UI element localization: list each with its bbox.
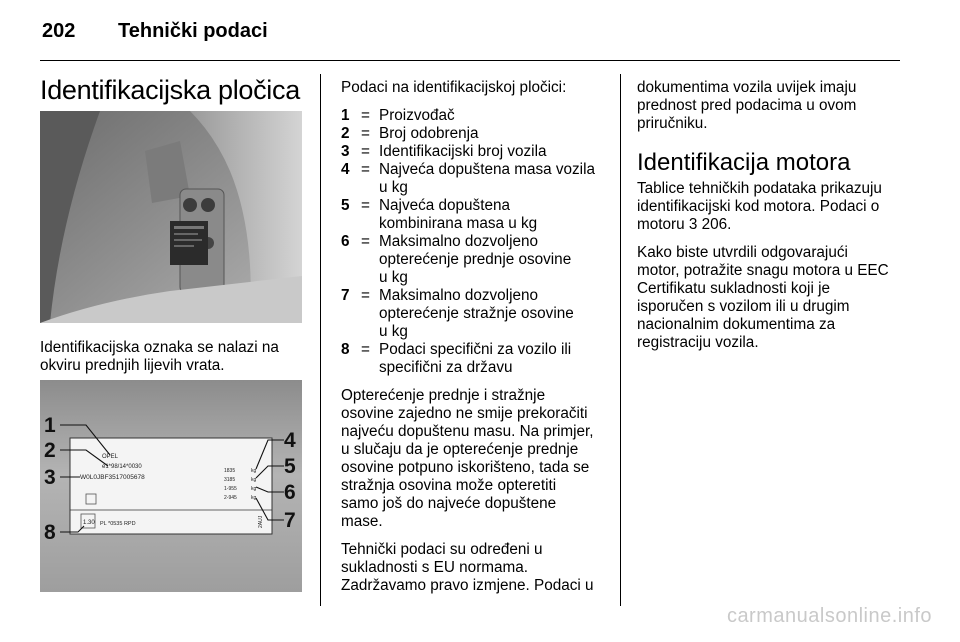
body-paragraph: Tehnički podaci su određeni u sukladnosti s EU normama. Zadržavamo pravo izmjene. Podaci u	[341, 541, 594, 594]
plate-mass-4: 2-945	[224, 495, 237, 501]
legend-item	[341, 233, 607, 287]
section-heading-plate: Identifikacijska pločica	[40, 75, 300, 105]
continued-paragraph: dokumentima vozila uvijek imaju prednost pred podacima u ovom priručniku.	[637, 79, 857, 132]
legend-item	[341, 107, 607, 125]
legend-item	[341, 161, 607, 197]
watermark: carmanualsonline.info	[726, 605, 932, 627]
plate-diagram	[40, 380, 302, 592]
column-divider-2	[620, 74, 621, 606]
page-reference-arrow-icon: 3	[688, 216, 698, 233]
callout-8: 8	[44, 521, 56, 544]
legend-intro: Podaci na identifikacijskoj pločici:	[341, 79, 567, 96]
legend-equals: =	[361, 197, 370, 214]
legend-number: 6	[341, 233, 350, 250]
engine-paragraph-1: Tablice tehničkih podataka prikazuju identifikacijski kod motora. Podaci o motoru 3 206.	[637, 180, 882, 233]
callout-4: 4	[284, 429, 296, 452]
legend-equals: =	[361, 107, 370, 124]
legend-equals: =	[361, 143, 370, 160]
legend-item	[341, 197, 607, 233]
legend-number: 8	[341, 341, 350, 358]
legend-list	[341, 107, 607, 377]
header-rule	[40, 60, 900, 61]
legend-text: Maksimalno dozvoljeno opterećenje stražnje osovine u kg	[379, 287, 574, 340]
engine-paragraph-2: Kako biste utvrdili odgovarajući motor, potražite snagu motora u EEC Certifikatu sukladnosti koji je isporučen s vozilom ili u drugim nacionalnim dokumentima za registraciju vozila.	[637, 244, 889, 351]
page-reference[interactable]: 206.	[701, 216, 732, 233]
callout-5: 5	[284, 455, 296, 478]
plate-side-text: 2AUJ	[258, 515, 264, 528]
section-heading-engine: Identifikacija motora	[637, 149, 851, 176]
plate-unit-1: kg	[251, 468, 257, 474]
legend-number: 2	[341, 125, 350, 142]
legend-equals: =	[361, 125, 370, 142]
callout-7: 7	[284, 509, 296, 532]
chapter-title: Tehnički podaci	[118, 20, 268, 42]
legend-text: Najveća dopuštena masa vozila u kg	[379, 161, 595, 196]
column-2	[341, 79, 607, 595]
plate-line-3: W0L0JBF3517005678	[80, 474, 145, 481]
body-paragraph: Opterećenje prednje i stražnje osovine zajedno ne smije prekoračiti najveću dopuštenu masu. Na primjer, u slučaju da je opterećenje prednje osovine potpuno iskorišteno, tada se stražnja osovina može opteretiti samo još do najveće dopuštene mase.	[341, 387, 594, 530]
legend-equals: =	[361, 161, 370, 178]
legend-item	[341, 143, 607, 161]
legend-item	[341, 125, 607, 143]
plate-unit-2: kg	[251, 477, 257, 483]
legend-text: Identifikacijski broj vozila	[379, 143, 547, 160]
legend-number: 5	[341, 197, 350, 214]
legend-text: Maksimalno dozvoljeno opterećenje prednje osovine u kg	[379, 233, 572, 286]
column-3	[637, 79, 905, 352]
legend-text: Broj odobrenja	[379, 125, 479, 142]
column-divider-1	[320, 74, 321, 606]
plate-unit-3: kg	[251, 486, 257, 492]
plate-mass-2: 3185	[224, 477, 236, 483]
callout-1: 1	[44, 414, 56, 437]
plate-bottom-text: PL *0535 RPD	[100, 521, 136, 527]
legend-equals: =	[361, 341, 370, 358]
legend-item	[341, 341, 607, 377]
callout-2: 2	[44, 439, 56, 462]
legend-number: 4	[341, 161, 350, 178]
legend-text: Proizvođač	[379, 107, 455, 124]
legend-equals: =	[361, 233, 370, 250]
page-number: 202	[42, 20, 76, 42]
legend-text: Podaci specifični za vozilo ili specifični za državu	[379, 341, 572, 376]
legend-equals: =	[361, 287, 370, 304]
legend-number: 3	[341, 143, 350, 160]
plate-line-1: OPEL	[102, 454, 119, 460]
legend-item	[341, 287, 607, 341]
legend-text: Najveća dopuštena kombinirana masa u kg	[379, 197, 538, 232]
plate-line-2: e1*98/14*0030	[102, 464, 142, 470]
legend-number: 7	[341, 287, 350, 304]
plate-mass-3: 1-955	[224, 486, 237, 492]
plate-mass-1: 1835	[224, 468, 236, 474]
plate-box-label: 1.30	[83, 520, 95, 526]
column-2-text	[341, 387, 607, 595]
legend-number: 1	[341, 107, 350, 124]
door-frame-photo	[40, 111, 302, 323]
photo-caption: Identifikacijska oznaka se nalazi na okviru prednjih lijevih vrata.	[40, 339, 279, 374]
callout-6: 6	[284, 481, 296, 504]
plate-unit-4: kg	[251, 495, 257, 501]
callout-3: 3	[44, 466, 56, 489]
